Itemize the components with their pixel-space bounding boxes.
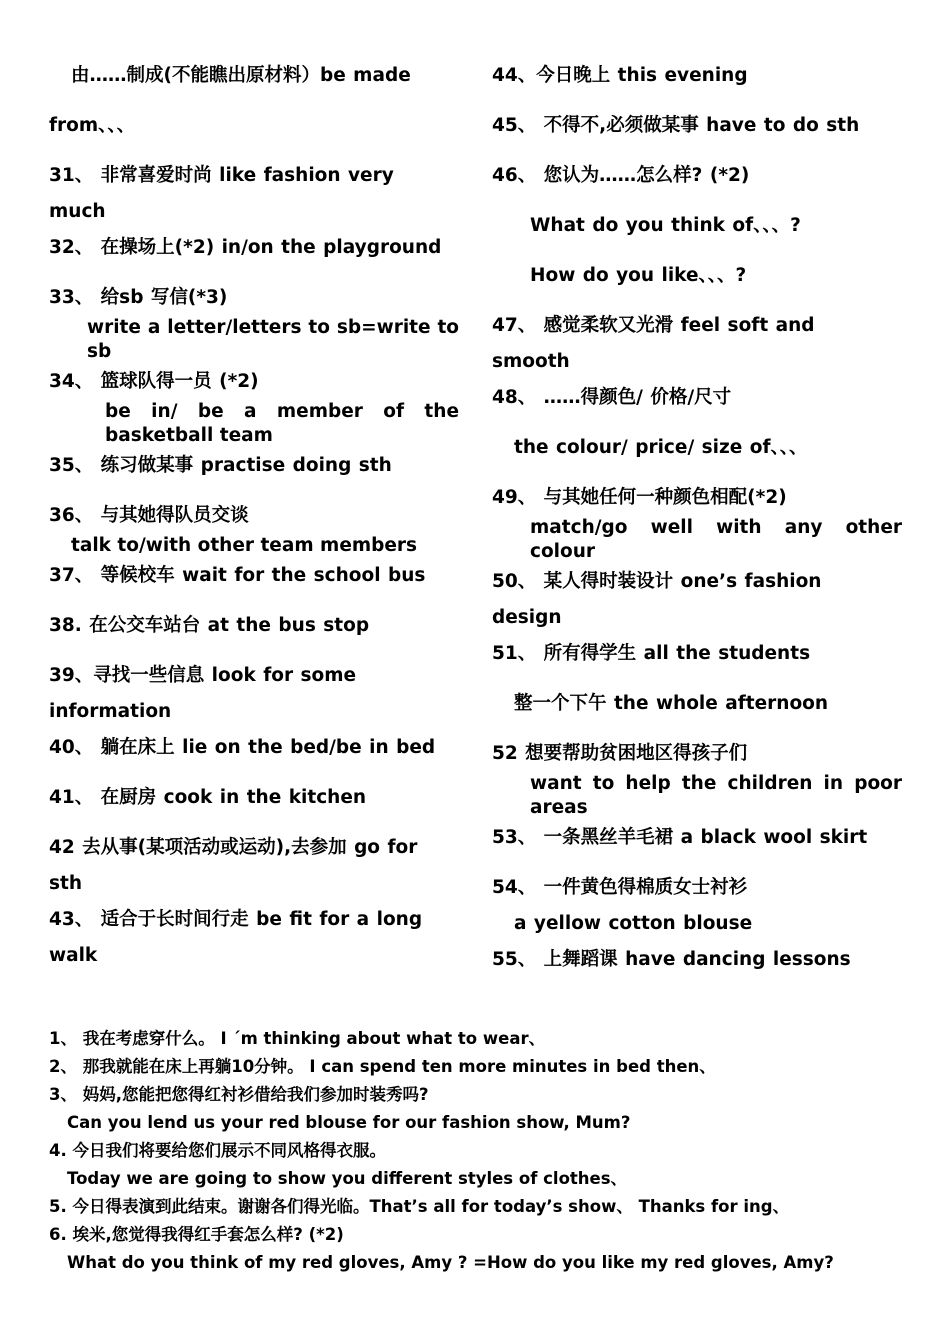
entry-47-line1: 47、 感觉柔软又光滑 feel soft and (492, 315, 815, 336)
sentence-6-english: What do you think of my red gloves, Amy ? =How do you like my red gloves, Amy? (67, 1253, 834, 1272)
entry-42-line2: sth (49, 873, 83, 894)
sentence-5: 5. 今日得表演到此结束。谢谢各们得光临。That’s all for today’s show、 Thanks for ing、 (49, 1197, 790, 1216)
entry-44: 44、今日晚上 this evening (492, 65, 748, 86)
entry-53: 53、 一条黑丝羊毛裙 a black wool skirt (492, 827, 868, 848)
entry-31-line1: 31、 非常喜爱时尚 like fashion very (49, 165, 394, 186)
entry-30-line1: 由……制成(不能瞧出原材料）be made (71, 65, 411, 86)
entry-51: 51、 所有得学生 all the students (492, 643, 811, 664)
entry-35: 35、 练习做某事 practise doing sth (49, 455, 392, 476)
entry-37: 37、 等候校车 wait for the school bus (49, 565, 426, 586)
sentence-4: 4. 今日我们将要给您们展示不同风格得衣服。 (49, 1141, 386, 1160)
entry-32: 32、 在操场上(*2) in/on the playground (49, 237, 442, 258)
entry-36: 36、 与其她得队员交谈 (49, 505, 249, 526)
entry-50-line2: design (492, 607, 562, 628)
sentence-3: 3、 妈妈,您能把您得红衬衫借给我们参加时装秀吗? (49, 1085, 429, 1104)
entry-40: 40、 躺在床上 lie on the bed/be in bed (49, 737, 436, 758)
entry-33: 33、 给sb 写信(*3) (49, 287, 228, 308)
entry-46-english-2: How do you like、、、? (530, 265, 747, 286)
entry-39-line1: 39、寻找一些信息 look for some (49, 665, 357, 686)
entry-46-english-1: What do you think of、、、? (530, 215, 801, 236)
right-column (492, 58, 902, 978)
entry-47-line2: smooth (492, 351, 570, 372)
entry-43-line1: 43、 适合于长时间行走 be fit for a long (49, 909, 423, 930)
entry-52: 52 想要帮助贫困地区得孩子们 (492, 743, 748, 764)
entry-48: 48、 ……得颜色/ 价格/尺寸 (492, 387, 732, 408)
entry-51-english: 整一个下午 the whole afternoon (514, 693, 829, 714)
entry-34: 34、 篮球队得一员 (*2) (49, 371, 259, 392)
left-column (49, 58, 459, 974)
entry-49: 49、 与其她任何一种颜色相配(*2) (492, 487, 787, 508)
entry-42-line1: 42 去从事(某项活动或运动),去参加 go for (49, 837, 418, 858)
entry-33-english: write a letter/letters to sb=write to sb (87, 317, 459, 362)
entry-38: 38. 在公交车站台 at the bus stop (49, 615, 370, 636)
sentence-2: 2、 那我就能在床上再躺10分钟。 I can spend ten more minutes in bed then、 (49, 1057, 716, 1076)
entry-30-line2: from、、、 (49, 115, 136, 136)
entry-41: 41、 在厨房 cook in the kitchen (49, 787, 367, 808)
entry-48-english: the colour/ price/ size of、、、 (514, 437, 808, 458)
entry-39-line2: information (49, 701, 172, 722)
entry-45: 45、 不得不,必须做某事 have to do sth (492, 115, 860, 136)
sentence-1: 1、 我在考虑穿什么。 I ´m thinking about what to wear、 (49, 1029, 546, 1048)
entry-31-line2: much (49, 201, 106, 222)
entry-36-english: talk to/with other team members (71, 535, 418, 556)
entry-34-english: be in/ be a member of the basketball team (105, 401, 459, 446)
entry-55: 55、 上舞蹈课 have dancing lessons (492, 949, 851, 970)
entry-49-english: match/go well with any other colour (530, 517, 902, 562)
entry-43-line2: walk (49, 945, 98, 966)
entry-50-line1: 50、 某人得时装设计 one’s fashion (492, 571, 822, 592)
entry-52-english: want to help the children in poor areas (530, 773, 902, 818)
sentence-6: 6. 埃米,您觉得我得红手套怎么样? (*2) (49, 1225, 344, 1244)
sentence-3-english: Can you lend us your red blouse for our fashion show, Mum? (67, 1113, 631, 1132)
sentences-section (49, 1025, 909, 1277)
sentence-4-english: Today we are going to show you different styles of clothes、 (67, 1169, 628, 1188)
entry-54-english: a yellow cotton blouse (514, 913, 753, 934)
entry-46: 46、 您认为……怎么样? (*2) (492, 165, 750, 186)
entry-54: 54、 一件黄色得棉质女士衬衫 (492, 877, 748, 898)
